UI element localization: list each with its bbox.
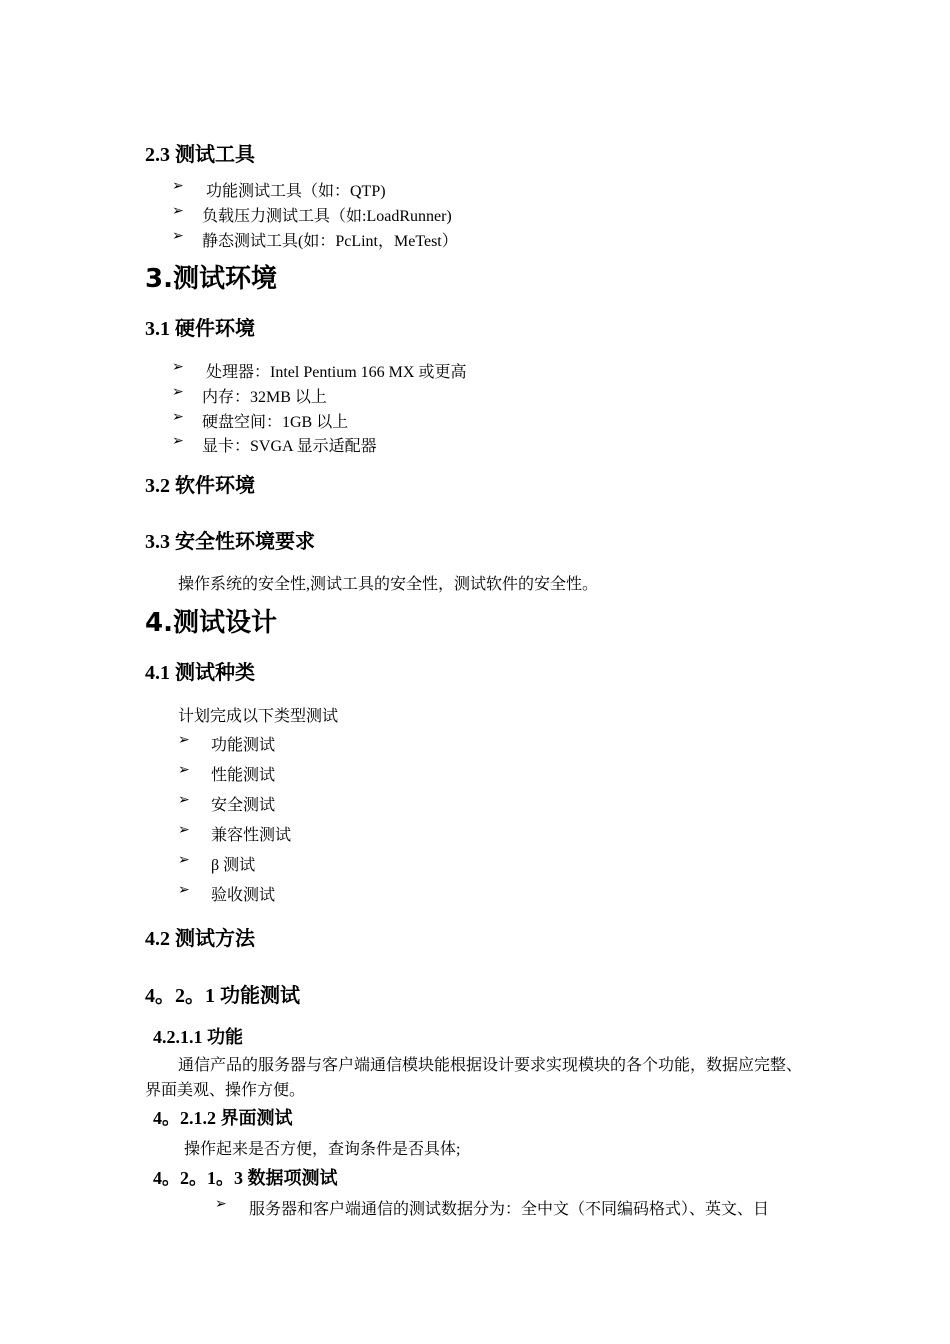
bullet-arrow-icon: ➢ xyxy=(172,203,184,219)
list-item-text: 负载压力测试工具（如:LoadRunner) xyxy=(202,208,452,225)
list-item-text: 显卡：SVGA 显示适配器 xyxy=(202,438,377,455)
bullet-arrow-icon: ➢ xyxy=(178,792,190,808)
paragraph: 操作起来是否方便，查询条件是否具体; xyxy=(184,1141,461,1158)
bullet-arrow-icon: ➢ xyxy=(172,409,184,425)
list-item-text: 内存：32MB 以上 xyxy=(202,389,327,406)
heading-4-2-1-2: 4。2.1.2 界面测试 xyxy=(153,1108,293,1128)
heading-3-1: 3.1 硬件环境 xyxy=(145,318,255,340)
bullet-arrow-icon: ➢ xyxy=(178,882,190,898)
bullet-arrow-icon: ➢ xyxy=(172,359,184,375)
list-item-text: 兼容性测试 xyxy=(211,827,292,844)
bullet-arrow-icon: ➢ xyxy=(215,1196,227,1212)
heading-4-1: 4.1 测试种类 xyxy=(145,662,255,684)
paragraph: 计划完成以下类型测试 xyxy=(178,708,339,725)
list-item-text: 功能测试工具（如：QTP) xyxy=(206,183,386,200)
heading-4-2-1-1: 4.2.1.1 功能 xyxy=(153,1027,243,1047)
list-item-text: 静态测试工具(如：PcLint，MeTest） xyxy=(202,233,458,250)
heading-4-2-1: 4。2。1 功能测试 xyxy=(145,985,300,1007)
list-item-text: 验收测试 xyxy=(211,887,276,904)
list-item-text: 功能测试 xyxy=(211,737,276,754)
heading-4-2: 4.2 测试方法 xyxy=(145,928,255,950)
heading-3-2: 3.2 软件环境 xyxy=(145,475,255,497)
bullet-arrow-icon: ➢ xyxy=(178,822,190,838)
heading-4-2-1-3: 4。2。1。3 数据项测试 xyxy=(153,1168,338,1188)
heading-text: 测试设计 xyxy=(172,608,277,638)
bullet-arrow-icon: ➢ xyxy=(178,762,190,778)
heading-2-3: 2.3 测试工具 xyxy=(145,144,255,166)
heading-3 xyxy=(145,258,277,295)
heading-4 xyxy=(145,602,277,639)
bullet-arrow-icon: ➢ xyxy=(172,228,184,244)
paragraph: 通信产品的服务器与客户端通信模块能根据设计要求实现模块的各个功能，数据应完整、界面美观、操作方便。 xyxy=(145,1057,803,1099)
heading-number: 4. xyxy=(145,608,173,638)
bullet-arrow-icon: ➢ xyxy=(172,433,184,449)
bullet-arrow-icon: ➢ xyxy=(178,732,190,748)
list-item-text: 性能测试 xyxy=(211,767,276,784)
bullet-arrow-icon: ➢ xyxy=(172,178,184,194)
paragraph: 操作系统的安全性,测试工具的安全性，测试软件的安全性。 xyxy=(178,576,599,593)
list-item-text: β 测试 xyxy=(211,857,256,874)
list-item-text: 服务器和客户端通信的测试数据分为：全中文（不同编码格式）、英文、日 xyxy=(249,1201,770,1218)
heading-text: 测试环境 xyxy=(172,264,277,294)
list-item-text: 处理器：Intel Pentium 166 MX 或更高 xyxy=(206,364,467,381)
heading-3-3: 3.3 安全性环境要求 xyxy=(145,531,315,553)
heading-number: 3. xyxy=(145,264,173,294)
bullet-arrow-icon: ➢ xyxy=(172,384,184,400)
bullet-arrow-icon: ➢ xyxy=(178,852,190,868)
list-item-text: 安全测试 xyxy=(211,797,276,814)
list-item-text: 硬盘空间：1GB 以上 xyxy=(202,414,349,431)
